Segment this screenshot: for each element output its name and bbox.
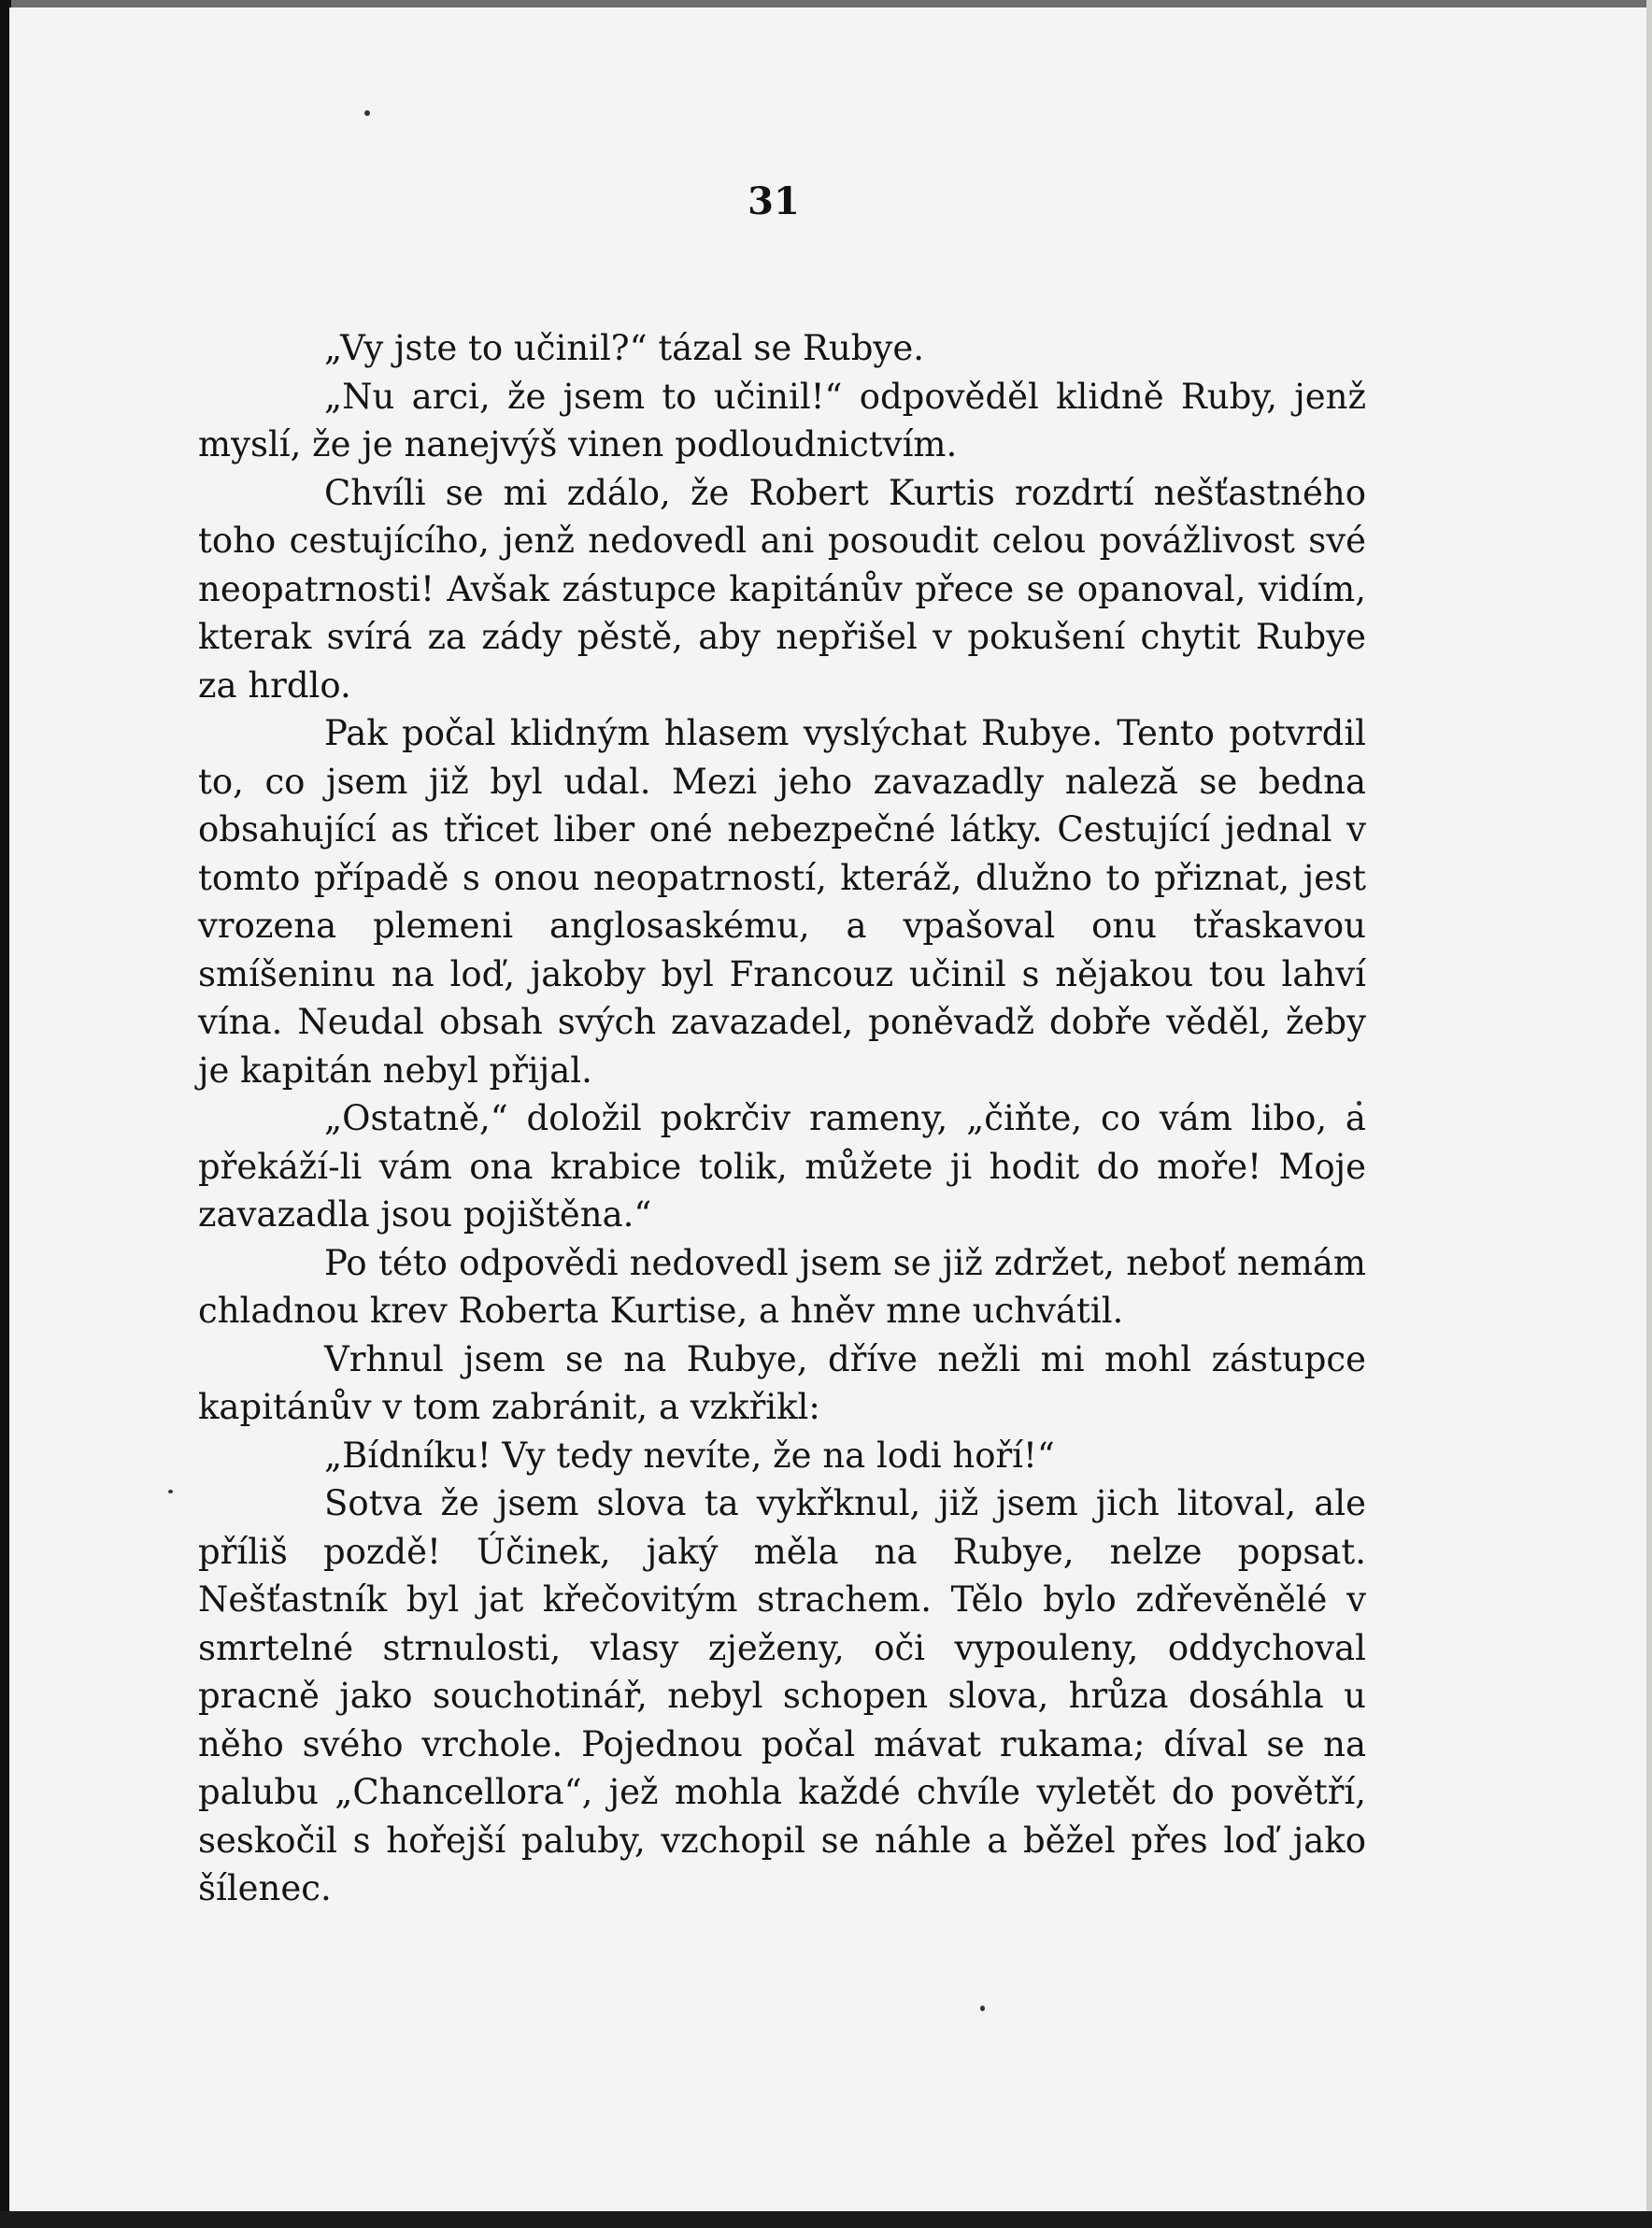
paragraph: Chvíli se mi zdálo, že Robert Kurtis rozdrtí nešťastného toho cestujícího, jenž nedovedl ani posoudit celou povážlivost své neopatrnosti! Avšak zástupce kapitánův přece se opanoval, vidím, kterak svírá za zády pěstě, aby nepřišel v pokušení chytit Rubye za hrdlo. [198,472,1366,706]
paragraph: Pak počal klidným hlasem vyslýchat Rubye. Tento potvrdil to, co jsem již byl udal. Mezi jeho zavazadly naleză se bedna obsahující as třicet liber oné nebezpečné látky. Cestující jednal v tomto případě s onou neopatrností, kteráž, dlužno to přiznat, jest vrozena plemeni anglosaskému, a vpašoval onu třaskavou smíšeninu na loď, jakoby byl Francouz učinil s nějakou tou lahví vína. Neudal obsah svých zavazadel, poněvadž dobře věděl, žeby je kapitán nebyl přijal. [198,713,1366,1091]
paragraph: „Ostatně,“ doložil pokrčiv rameny, „čiňte, co vám libo, a překáží-li vám ona krabice tolik, můžete ji hodit do moře! Moje zavazadla jsou pojištěna.“ [198,1098,1366,1235]
scan-speck [168,1490,173,1493]
body-text [198,324,1366,1913]
paragraph: „Bídníku! Vy tedy nevíte, že na lodi hoří!“ [324,1435,1055,1476]
scan-speck [980,2006,985,2011]
paragraph: „Vy jste to učinil?“ tázal se Rubye. [324,328,924,368]
paragraph: Po této odpovědi nedovedl jsem se již zdržet, neboť nemám chladnou krev Roberta Kurtise, a hněv mne uchvátil. [198,1242,1366,1331]
scan-right-edge [1646,0,1652,2228]
page-number: 31 [748,179,800,223]
paragraph: Sotva že jsem slova ta vykřknul, již jsem jich litoval, ale příliš pozdě! Účinek, jaký měla na Rubye, nelze popsat. Nešťastník byl jat křečovitým strachem. Tělo bylo zdřevěnělé v smrtelné strnulosti, vlasy zježeny, oči vypouleny, oddychoval pracně jako souchotinář, nebyl schopen slova, hrůza dosáhla u něho svého vrchole. Pojednou počal mávat rukama; díval se na palubu „Chancellora“, jež mohla každé chvíle vyletět do povětří, seskočil s hořejší paluby, vzchopil se náhle a běžel přes loď jako šílenec. [198,1483,1366,1908]
paragraph: „Nu arci, že jsem to učinil!“ odpověděl klidně Ruby, jenž myslí, že je nanejvýš vinen podloudnictvím. [198,376,1366,464]
scan-speck [364,110,370,116]
scan-bottom-edge [0,2211,1652,2228]
paragraph: Vrhnul jsem se na Rubye, dříve nežli mi mohl zástupce kapitánův v tom zabránit, a vzkřikl: [198,1338,1366,1427]
